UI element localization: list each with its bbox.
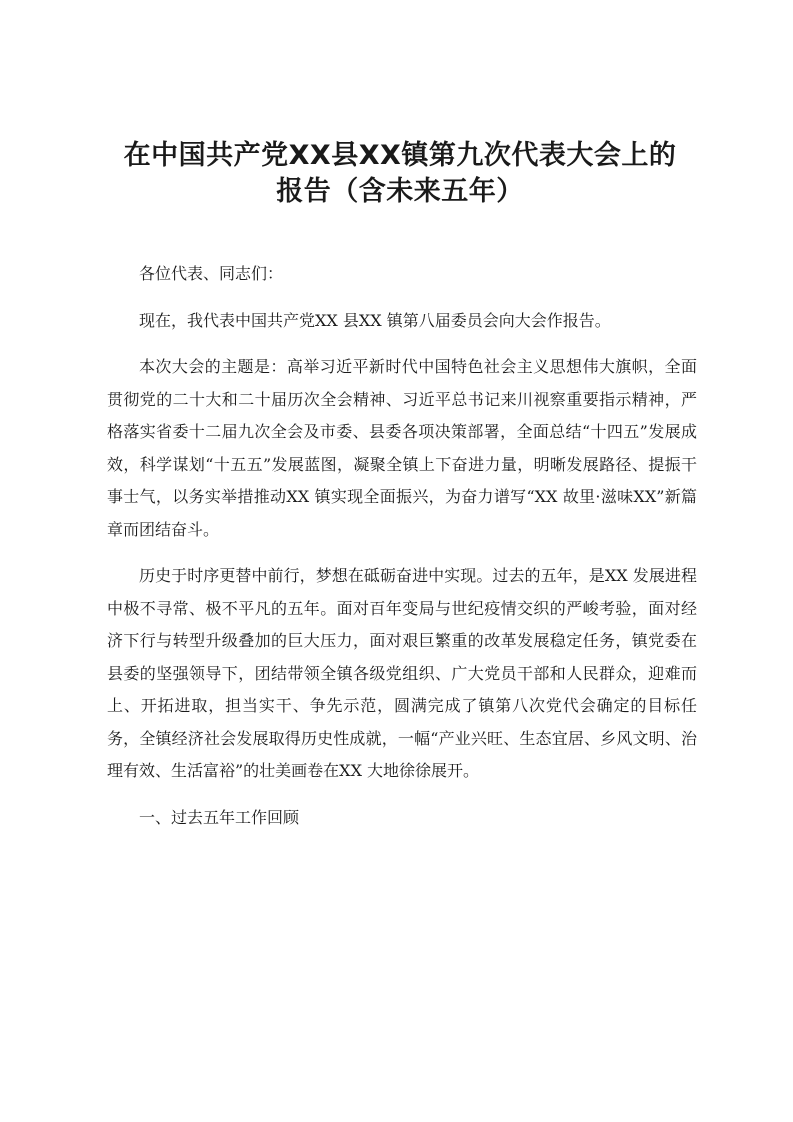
paragraph-intro: 现在，我代表中国共产党XX 县XX 镇第八届委员会向大会作报告。: [139, 310, 611, 330]
document-body: [107, 258, 697, 848]
section-heading: 一、过去五年工作回顾: [139, 807, 300, 827]
title-line-1: 在中国共产党XX县XX镇第九次代表大会上的: [123, 140, 677, 171]
paragraph-review: 历史于时序更替中前行，梦想在砥砺奋进中实现。过去的五年，是XX 发展进程中极不寻常、极不平凡的五年。面对百年变局与世纪疫情交织的严峻考验，面对经济下行与转型升级叠加的巨大压力，面对艰巨繁重的改革发展稳定任务，镇党委在县委的坚强领导下，团结带领全镇各级党组织、广大党员干部和人民群众，迎难而上、开拓进取，担当实干、争先示范，圆满完成了镇第八次党代会确定的目标任务，全镇经济社会发展取得历史性成就，一幅“产业兴旺、生态宜居、乡风文明、治理有效、生活富裕”的壮美画卷在XX 大地徐徐展开。: [107, 566, 697, 780]
salutation: 各位代表、同志们：: [139, 264, 284, 283]
paragraph-theme: 本次大会的主题是：高举习近平新时代中国特色社会主义思想伟大旗帜，全面贯彻党的二十大和二十届历次全会精神、习近平总书记来川视察重要指示精神，严格落实省委十二届九次全会及市委、县委各项决策部署，全面总结“十四五”发展成效，科学谋划“十五五”发展蓝图，凝聚全镇上下奋进力量，明晰发展路径、提振干事士气，以务实举措推动XX 镇实现全面振兴，为奋力谱写“XX 故里·滋味XX”新篇章而团结奋斗。: [107, 357, 697, 539]
document-title: [100, 138, 700, 210]
title-line-2: 报告（含未来五年）: [276, 176, 524, 207]
